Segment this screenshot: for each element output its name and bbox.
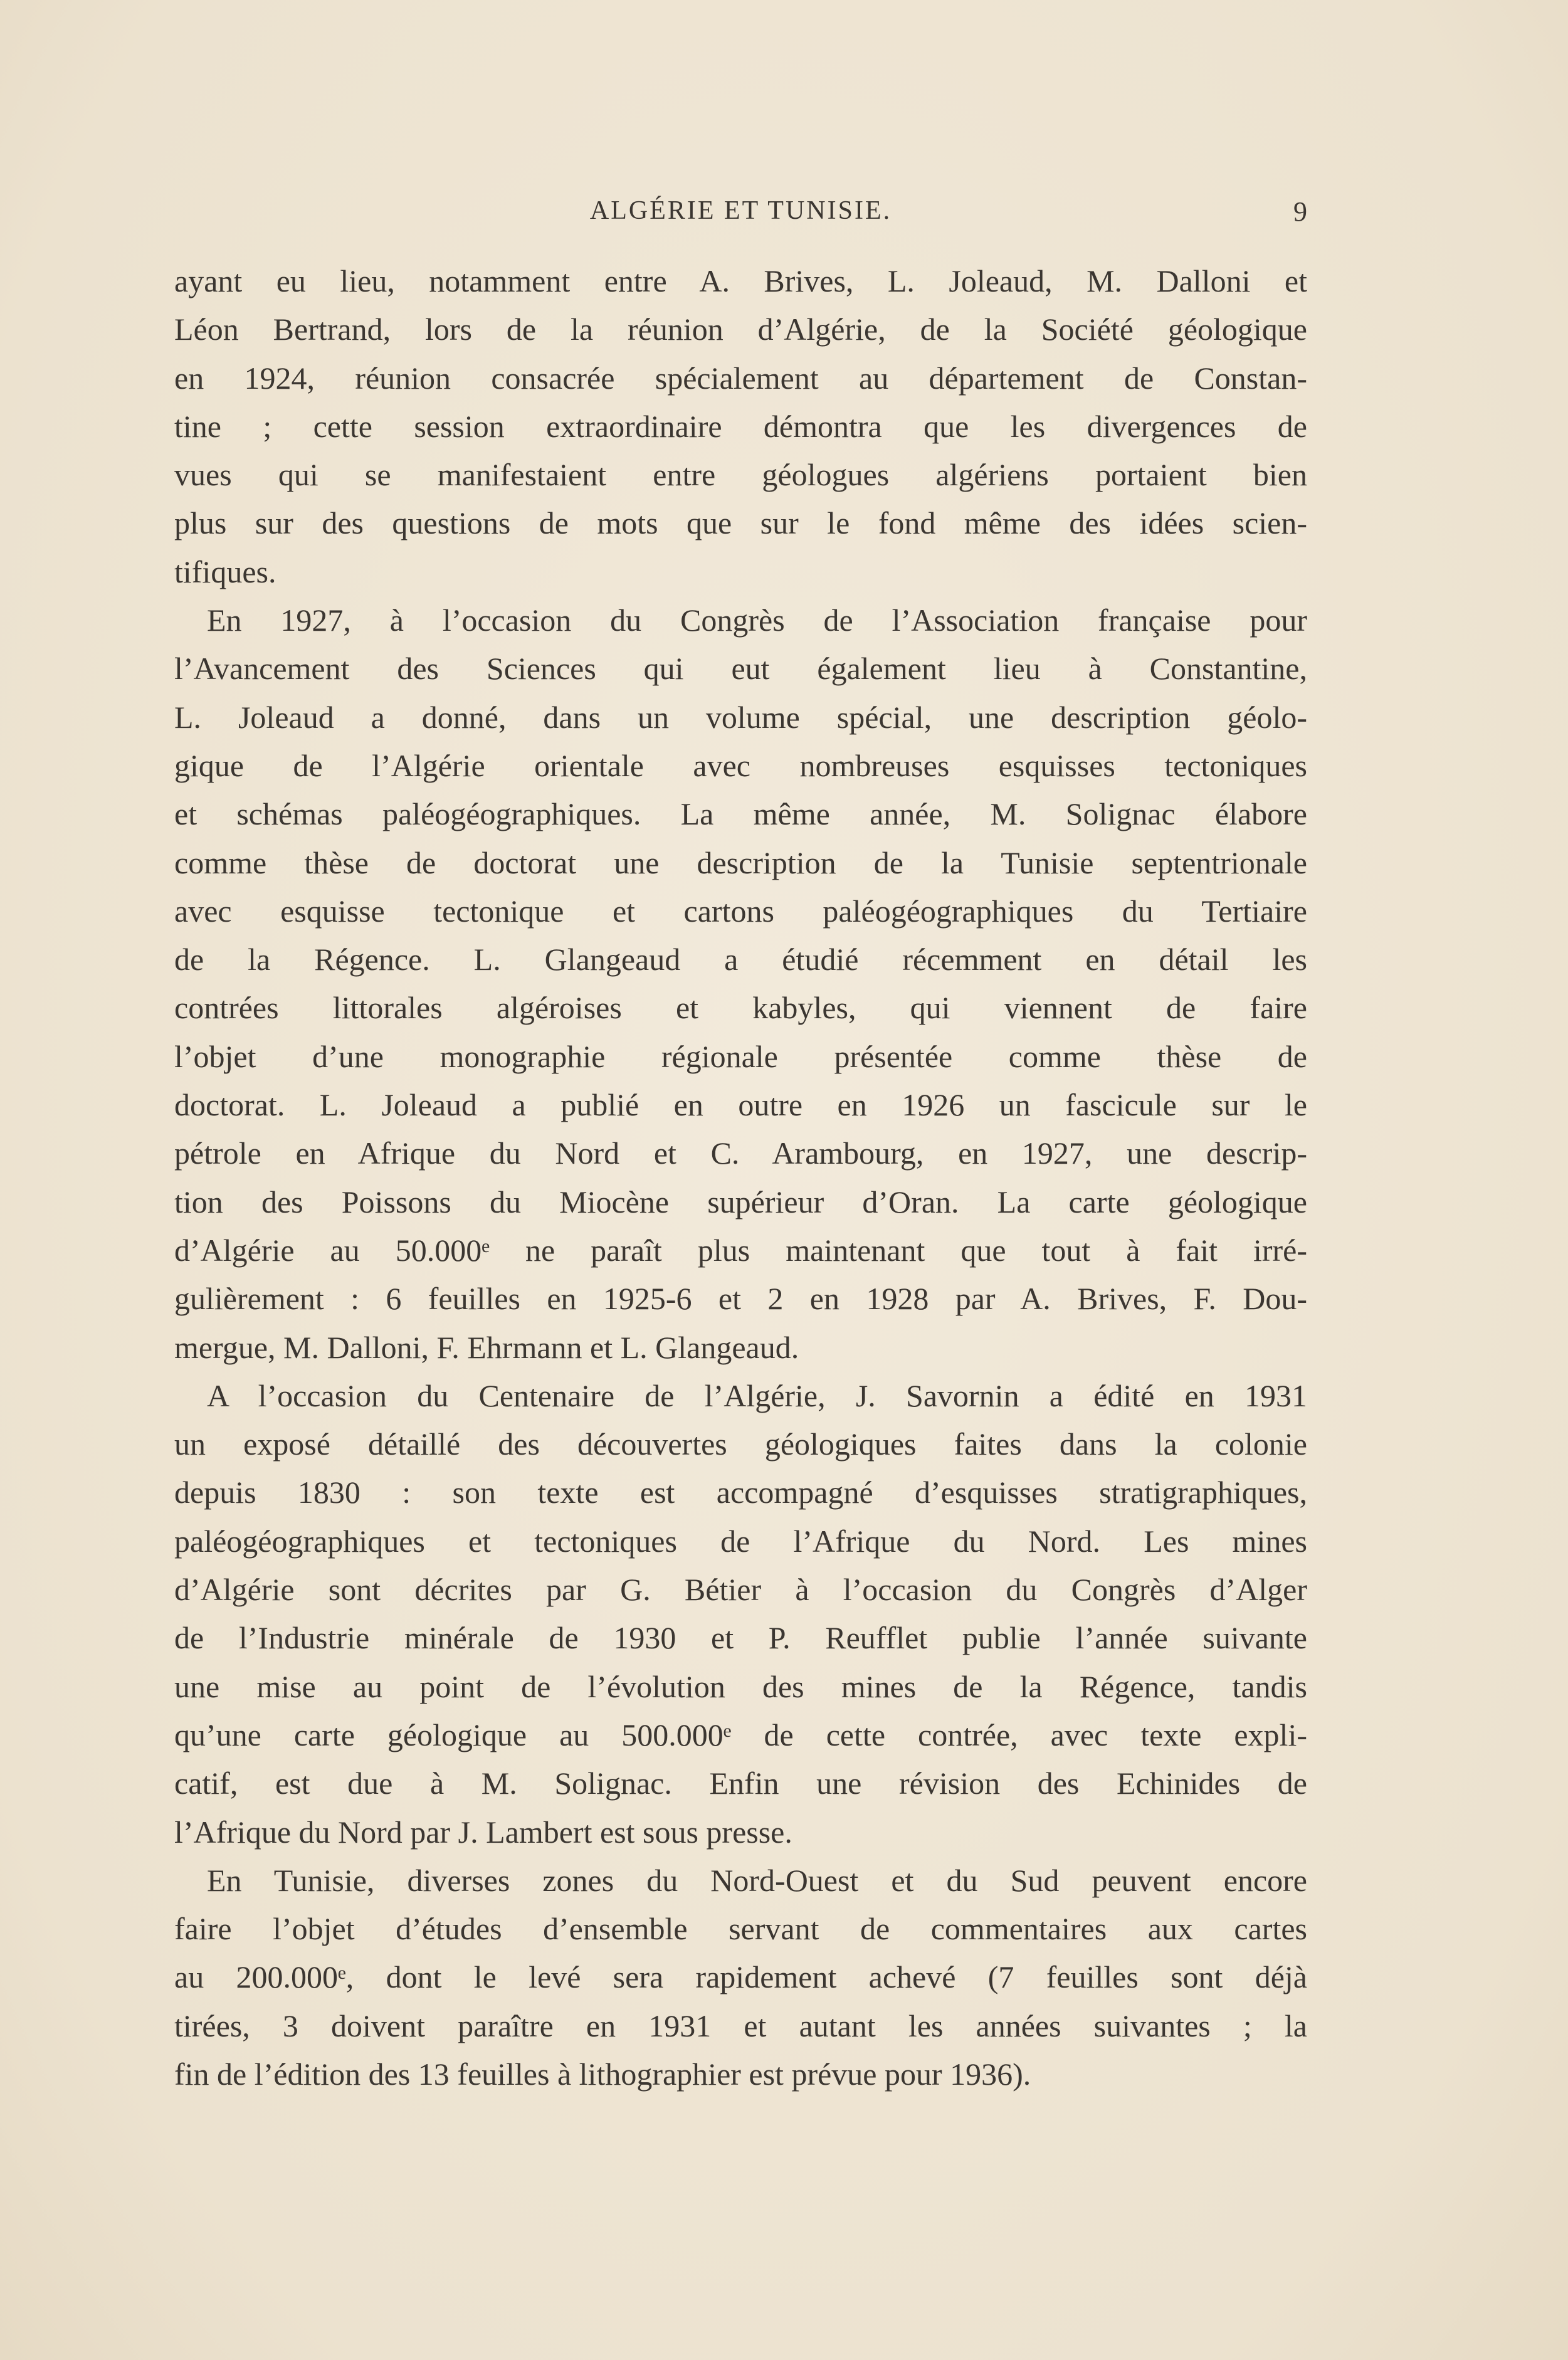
body-text — [174, 257, 1307, 2099]
text-line: d’Algérie au 50.000ᵉ ne paraît plus maintenant que tout à fait irré- — [174, 1232, 1307, 1268]
text-line: ayant eu lieu, notamment entre A. Brives, L. Joleaud, M. Dalloni et — [174, 263, 1307, 298]
text-line: mergue, M. Dalloni, F. Ehrmann et L. Glangeaud. — [174, 1329, 799, 1365]
text-line: d’Algérie sont décrites par G. Bétier à l’occasion du Congrès d’Alger — [174, 1572, 1307, 1608]
text-line: A l’occasion du Centenaire de l’Algérie, J. Savornin a édité en 1931 — [207, 1378, 1307, 1413]
paragraph — [174, 596, 1307, 1372]
text-line: Léon Bertrand, lors de la réunion d’Algérie, de la Société géologique — [174, 312, 1307, 347]
text-line: vues qui se manifestaient entre géologues algériens portaient bien — [174, 457, 1307, 493]
text-line: avec esquisse tectonique et cartons paléogéographiques du Tertiaire — [174, 893, 1307, 929]
text-line: l’Avancement des Sciences qui eut également lieu à Constantine, — [174, 651, 1307, 687]
text-line: au 200.000ᵉ, dont le levé sera rapidement achevé (7 feuilles sont déjà — [174, 1959, 1307, 1995]
text-line: L. Joleaud a donné, dans un volume spécial, une description géolo- — [174, 699, 1307, 735]
page-number: 9 — [1293, 196, 1307, 227]
text-line: catif, est due à M. Solignac. Enfin une révision des Echinides de — [174, 1766, 1307, 1801]
text-line: l’Afrique du Nord par J. Lambert est sous presse. — [174, 1814, 792, 1850]
text-line: l’objet d’une monographie régionale présentée comme thèse de — [174, 1038, 1307, 1074]
text-line: paléogéographiques et tectoniques de l’Afrique du Nord. Les mines — [174, 1523, 1307, 1559]
text-line: depuis 1830 : son texte est accompagné d’esquisses stratigraphiques, — [174, 1475, 1307, 1510]
text-line: tifiques. — [174, 554, 276, 589]
text-line: en 1924, réunion consacrée spécialement au département de Constan- — [174, 360, 1307, 396]
text-line: plus sur des questions de mots que sur le fond même des idées scien- — [174, 505, 1307, 541]
running-head-title: ALGÉRIE ET TUNISIE. — [589, 196, 892, 225]
text-line: doctorat. L. Joleaud a publié en outre en 1926 un fascicule sur le — [174, 1087, 1307, 1123]
text-line: tine ; cette session extraordinaire démontra que les divergences de — [174, 408, 1307, 444]
text-line: fin de l’édition des 13 feuilles à lithographier est prévue pour 1936). — [174, 2056, 1031, 2092]
text-line: comme thèse de doctorat une description de la Tunisie septentrionale — [174, 845, 1307, 880]
paragraph — [174, 1372, 1307, 1857]
text-line: pétrole en Afrique du Nord et C. Arambourg, en 1927, une descrip- — [174, 1135, 1307, 1171]
running-head — [174, 196, 1307, 233]
text-line: gulièrement : 6 feuilles en 1925-6 et 2 en 1928 par A. Brives, F. Dou- — [174, 1281, 1307, 1317]
text-line: de l’Industrie minérale de 1930 et P. Reufflet publie l’année suivante — [174, 1620, 1307, 1656]
text-line: faire l’objet d’études d’ensemble servant de commentaires aux cartes — [174, 1911, 1307, 1947]
paragraph — [174, 257, 1307, 596]
text-line: de la Régence. L. Glangeaud a étudié récemment en détail les — [174, 942, 1307, 977]
paragraph — [174, 1857, 1307, 2099]
text-line: une mise au point de l’évolution des mines de la Régence, tandis — [174, 1668, 1307, 1704]
text-line: un exposé détaillé des découvertes géologiques faites dans la colonie — [174, 1426, 1307, 1462]
text-line: tion des Poissons du Miocène supérieur d’Oran. La carte géologique — [174, 1184, 1307, 1220]
text-line: En 1927, à l’occasion du Congrès de l’Association française pour — [207, 603, 1307, 638]
text-line: tirées, 3 doivent paraître en 1931 et autant les années suivantes ; la — [174, 2008, 1307, 2043]
text-line: En Tunisie, diverses zones du Nord-Ouest et du Sud peuvent encore — [207, 1862, 1307, 1898]
text-line: gique de l’Algérie orientale avec nombreuses esquisses tectoniques — [174, 747, 1307, 783]
text-line: qu’une carte géologique au 500.000ᵉ de cette contrée, avec texte expli- — [174, 1717, 1307, 1752]
text-line: et schémas paléogéographiques. La même année, M. Solignac élabore — [174, 796, 1307, 832]
text-line: contrées littorales algéroises et kabyles, qui viennent de faire — [174, 990, 1307, 1026]
